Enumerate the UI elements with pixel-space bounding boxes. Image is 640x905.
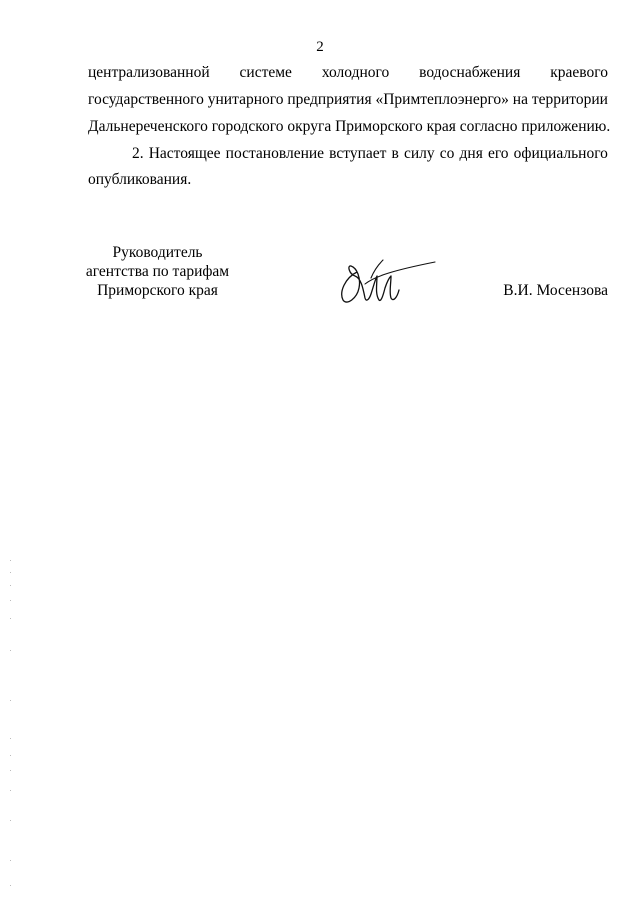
word: централизованной — [88, 64, 210, 81]
word: государственного — [88, 91, 204, 108]
word: краевого — [550, 64, 608, 81]
word: вступает — [329, 145, 387, 162]
paragraph-2-line-2: опубликования. — [88, 171, 192, 188]
word: силу — [403, 145, 435, 162]
handwritten-signature — [335, 258, 440, 308]
word: 2. — [132, 145, 144, 162]
page-number: 2 — [316, 39, 324, 55]
scan-artifact-dots — [8, 560, 14, 900]
signatory-title-line: Приморского края — [97, 282, 218, 299]
word: постановление — [225, 145, 325, 162]
word: предприятия — [287, 91, 372, 108]
word: территории — [531, 91, 608, 108]
signatory-title-line: агентства по тарифам — [85, 263, 230, 280]
paragraph-1-line-2 — [88, 90, 608, 110]
word: дня — [459, 145, 483, 162]
word: со — [439, 145, 455, 162]
word: «Примтеплоэнерго» — [375, 91, 509, 108]
signer-name: В.И. Мосензова — [503, 282, 608, 299]
word: его — [487, 145, 509, 162]
paragraph-1-line-1 — [88, 63, 608, 83]
word: системе — [239, 64, 292, 81]
word: Настоящее — [148, 145, 221, 162]
signatory-title-line: Руководитель — [112, 244, 203, 261]
word: холодного — [321, 64, 390, 81]
word: официального — [513, 145, 608, 162]
word: в — [391, 145, 399, 162]
word: водоснабжения — [419, 64, 521, 81]
word: унитарного — [207, 91, 284, 108]
word: на — [512, 91, 528, 108]
paragraph-1-line-3: Дальнереченского городского округа Приморского края согласно приложению. — [88, 118, 611, 135]
paragraph-2-line-1 — [88, 144, 608, 164]
signatory-title — [70, 243, 245, 300]
